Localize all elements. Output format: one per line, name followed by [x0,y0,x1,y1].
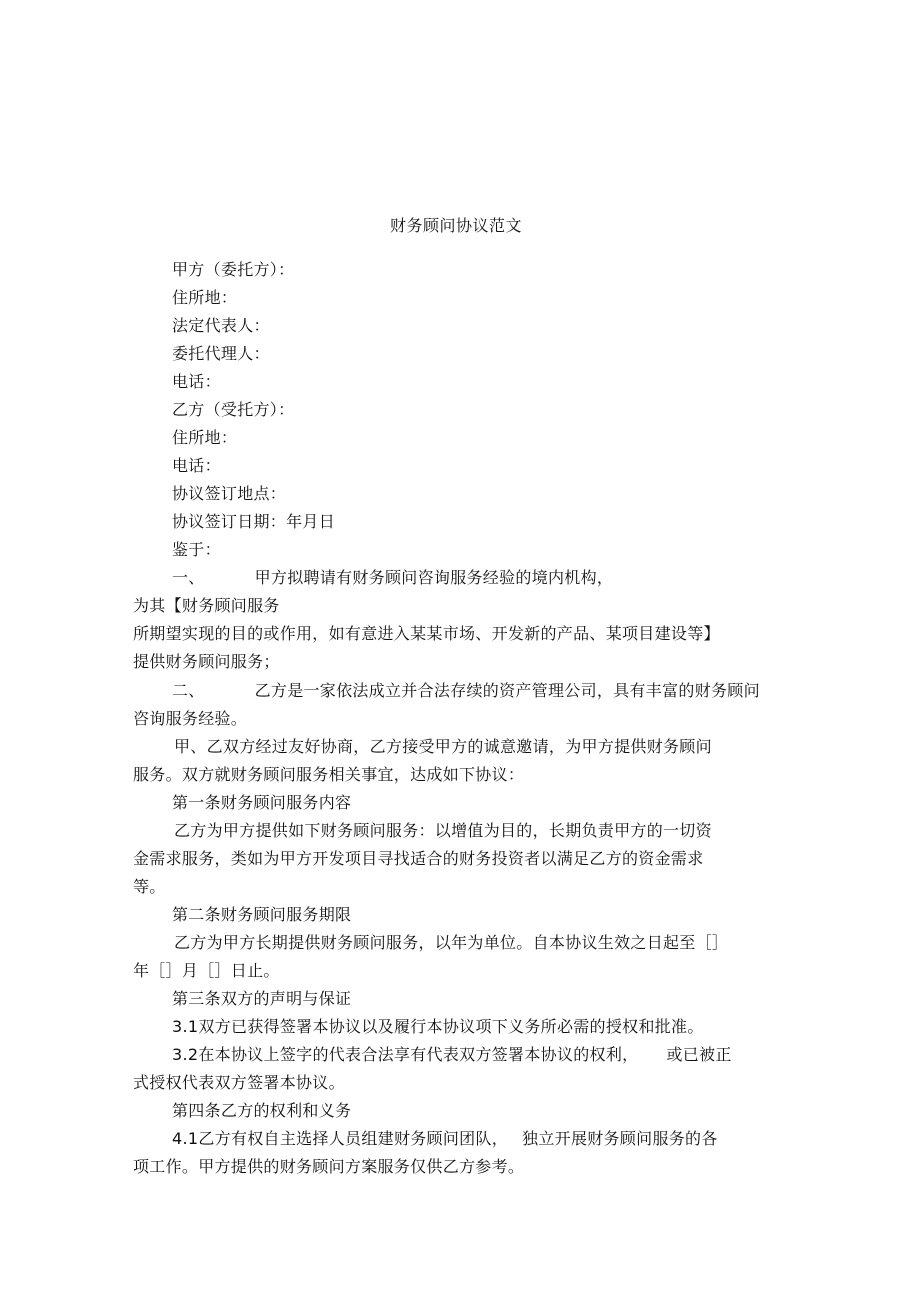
recital-1-line2: 为其【财务顾问服务 [133,596,280,615]
document-title: 财务顾问协议范文 [389,216,522,235]
recital-1-line4: 提供财务顾问服务； [133,652,280,671]
clause-3-2-text-a: 3.2在本协议上签字的代表合法享有代表双方签署本协议的权利， [172,1045,639,1064]
whereas-label: 鉴于： [172,540,221,559]
recital-1-num: 一、 [172,568,205,587]
agreement-line1: 甲、乙双方经过友好协商，乙方接受甲方的诚意邀请，为甲方提供财务顾问 [174,737,712,756]
sign-place: 协议签订地点： [172,484,287,503]
article-3-heading: 第三条双方的声明与保证 [172,989,352,1008]
recital-2-text: 乙方是一家依法成立并合法存续的资产管理公司，具有丰富的财务顾问 [254,681,760,700]
agreement-line2: 服务。双方就财务顾问服务相关事宜，达成如下协议： [133,765,525,784]
recital-2-line1 [172,681,760,701]
clause-3-2-line2: 式授权代表双方签署本协议。 [133,1073,345,1092]
recital-1-line1 [172,568,613,588]
article-1-line3: 等。 [133,877,166,896]
article-1-heading: 第一条财务顾问服务内容 [172,793,352,812]
clause-3-1: 3.1双方已获得签署本协议以及履行本协议项下义务所必需的授权和批准。 [172,1017,704,1036]
party-a-label: 甲方（委托方）： [172,260,295,279]
article-2-line2: 年［］月［］日止。 [133,961,280,980]
party-a-address: 住所地： [172,288,238,307]
party-b-label: 乙方（受托方）： [172,400,295,419]
clause-4-1-text-b: 独立开展财务顾问服务的各 [522,1129,718,1148]
clause-3-2-text-b: 或已被正 [666,1045,732,1064]
party-a-agent: 委托代理人： [172,344,270,363]
clause-3-2-line1 [172,1045,732,1065]
clause-4-1-line1 [172,1129,718,1149]
sign-date: 协议签订日期：年月日 [172,512,336,531]
party-b-address: 住所地： [172,428,238,447]
party-a-phone: 电话： [172,372,221,391]
clause-4-1-line2: 项工作。甲方提供的财务顾问方案服务仅供乙方参考。 [133,1157,525,1176]
article-2-heading: 第二条财务顾问服务期限 [172,905,352,924]
recital-2-line2: 咨询服务经验。 [133,709,248,728]
article-1-line1: 乙方为甲方提供如下财务顾问服务：以增值为目的，长期负责甲方的一切资 [174,821,712,840]
article-4-heading: 第四条乙方的权利和义务 [172,1101,352,1120]
recital-2-num: 二、 [172,681,205,700]
recital-1-text: 甲方拟聘请有财务顾问咨询服务经验的境内机构， [254,568,614,587]
article-1-line2: 金需求服务，类如为甲方开发项目寻找适合的财务投资者以满足乙方的资金需求 [133,849,704,868]
recital-1-line3: 所期望实现的目的或作用，如有意进入某某市场、开发新的产品、某项目建设等】 [133,624,720,643]
article-2-line1: 乙方为甲方长期提供财务顾问服务，以年为单位。自本协议生效之日起至［］ [174,933,729,952]
clause-4-1-text-a: 4.1乙方有权自主选择人员组建财务顾问团队， [172,1129,509,1148]
party-b-phone: 电话： [172,456,221,475]
party-a-legal-rep: 法定代表人： [172,316,270,335]
